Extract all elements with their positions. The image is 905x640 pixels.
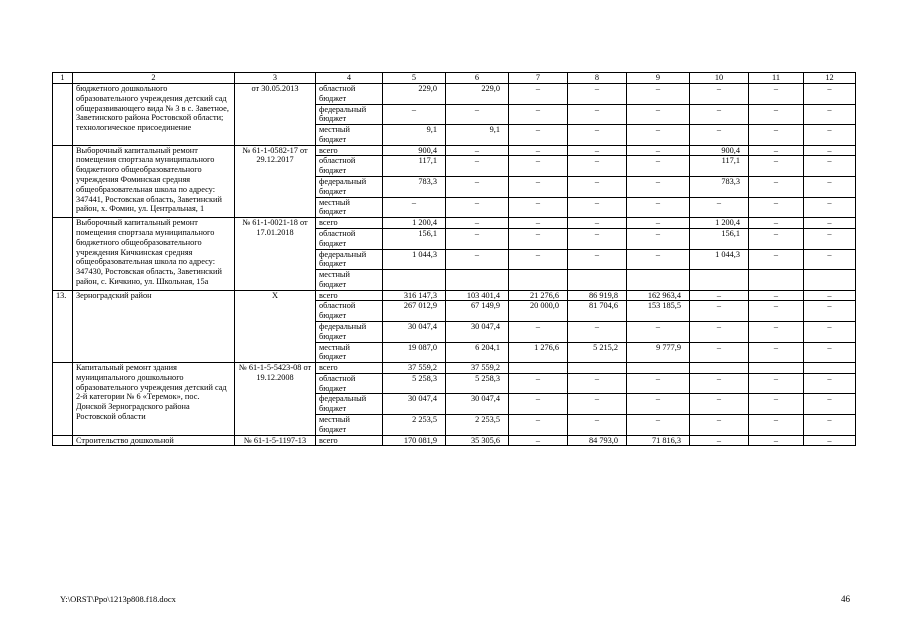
value-cell: –: [749, 373, 804, 394]
value-cell: [804, 363, 856, 374]
value-cell: –: [568, 373, 627, 394]
value-cell: –: [509, 321, 568, 342]
object-name: Выборочный капитальный ремонт помещения спортзала муниципального бюджетного общеобразовательного учреждения Фоминская средняя общеобразовательная школа по адресу: 347441, Ростовская область, Заветинский район, х. Фомин, ул. Центральная, 1: [73, 145, 235, 217]
value-cell: –: [568, 197, 627, 218]
value-cell: 21 276,6: [509, 290, 568, 301]
value-cell: 229,0: [383, 84, 446, 105]
value-cell: –: [568, 84, 627, 105]
value-cell: [383, 270, 446, 291]
value-cell: –: [749, 177, 804, 198]
value-cell: –: [690, 373, 749, 394]
column-number-10: 10: [690, 73, 749, 84]
value-cell: 84 793,0: [568, 435, 627, 446]
funding-source: федеральный бюджет: [316, 249, 383, 270]
value-cell: 267 012,9: [383, 301, 446, 322]
value-cell: –: [509, 84, 568, 105]
value-cell: 67 149,9: [446, 301, 509, 322]
page-number: 46: [841, 594, 850, 604]
value-cell: [690, 363, 749, 374]
value-cell: –: [749, 156, 804, 177]
funding-source: местный бюджет: [316, 342, 383, 363]
value-cell: –: [509, 394, 568, 415]
value-cell: 30 047,4: [446, 394, 509, 415]
value-cell: –: [446, 197, 509, 218]
value-cell: [627, 270, 690, 291]
document-ref: № 61-1-0582-17 от 29.12.2017: [235, 145, 316, 217]
value-cell: –: [804, 197, 856, 218]
value-cell: 37 559,2: [446, 363, 509, 374]
funding-source: областной бюджет: [316, 84, 383, 105]
value-cell: –: [568, 218, 627, 229]
value-cell: 153 185,5: [627, 301, 690, 322]
row-number: [53, 145, 73, 217]
value-cell: –: [690, 321, 749, 342]
file-path: Y:\ORST\Ppo\1213p808.f18.docx: [60, 594, 176, 604]
funding-source: федеральный бюджет: [316, 177, 383, 198]
value-cell: 9,1: [446, 125, 509, 146]
value-cell: –: [509, 249, 568, 270]
row-number: [53, 363, 73, 435]
object-name: Выборочный капитальный ремонт помещения спортзала муниципального бюджетного общеобразовательного учреждения Кичкинская средняя общеобразовательная школа по адресу: 347430, Ростовская область, Заветинский район, с. Кичкино, ул. Школьная, 15а: [73, 218, 235, 290]
value-cell: 81 704,6: [568, 301, 627, 322]
value-cell: –: [690, 84, 749, 105]
funding-source: всего: [316, 218, 383, 229]
value-cell: –: [690, 415, 749, 436]
value-cell: –: [509, 197, 568, 218]
value-cell: 5 258,3: [446, 373, 509, 394]
funding-source: местный бюджет: [316, 125, 383, 146]
value-cell: –: [690, 197, 749, 218]
value-cell: –: [568, 145, 627, 156]
value-cell: –: [804, 373, 856, 394]
column-number-12: 12: [804, 73, 856, 84]
value-cell: 156,1: [383, 228, 446, 249]
table-row: [53, 435, 856, 446]
value-cell: 103 401,4: [446, 290, 509, 301]
funding-source: областной бюджет: [316, 373, 383, 394]
value-cell: –: [446, 177, 509, 198]
value-cell: 2 253,5: [383, 415, 446, 436]
value-cell: –: [383, 104, 446, 125]
value-cell: 1 276,6: [509, 342, 568, 363]
value-cell: 117,1: [383, 156, 446, 177]
value-cell: 5 215,2: [568, 342, 627, 363]
value-cell: –: [568, 394, 627, 415]
object-name: бюджетного дошкольного образовательного учреждения детский сад общеразвивающего вида № 3 в с. Заветное, Заветинского района Ростовской области; технологическое присоединение: [73, 84, 235, 146]
value-cell: –: [804, 104, 856, 125]
value-cell: –: [804, 84, 856, 105]
object-name: Зерноградский район: [73, 290, 235, 362]
value-cell: 1 044,3: [383, 249, 446, 270]
funding-source: областной бюджет: [316, 228, 383, 249]
value-cell: –: [749, 145, 804, 156]
value-cell: –: [509, 125, 568, 146]
value-cell: –: [568, 228, 627, 249]
value-cell: 30 047,4: [446, 321, 509, 342]
value-cell: –: [804, 156, 856, 177]
funding-source: областной бюджет: [316, 156, 383, 177]
value-cell: [446, 270, 509, 291]
value-cell: [509, 363, 568, 374]
value-cell: 783,3: [690, 177, 749, 198]
value-cell: –: [446, 145, 509, 156]
value-cell: –: [690, 394, 749, 415]
value-cell: 1 044,3: [690, 249, 749, 270]
column-number-row: [53, 73, 856, 84]
column-number-9: 9: [627, 73, 690, 84]
value-cell: 117,1: [690, 156, 749, 177]
funding-source: местный бюджет: [316, 197, 383, 218]
value-cell: –: [804, 290, 856, 301]
value-cell: –: [627, 84, 690, 105]
value-cell: [804, 270, 856, 291]
row-number: [53, 84, 73, 146]
table-row: [53, 218, 856, 229]
value-cell: –: [749, 249, 804, 270]
value-cell: –: [804, 228, 856, 249]
object-name: Строительство дошкольной: [73, 435, 235, 446]
value-cell: –: [627, 228, 690, 249]
value-cell: –: [804, 435, 856, 446]
column-number-6: 6: [446, 73, 509, 84]
value-cell: –: [509, 435, 568, 446]
value-cell: 20 000,0: [509, 301, 568, 322]
value-cell: 30 047,4: [383, 394, 446, 415]
value-cell: –: [690, 342, 749, 363]
value-cell: –: [627, 125, 690, 146]
value-cell: –: [804, 342, 856, 363]
column-number-8: 8: [568, 73, 627, 84]
table-row: [53, 290, 856, 301]
value-cell: –: [627, 218, 690, 229]
value-cell: 71 816,3: [627, 435, 690, 446]
value-cell: –: [749, 394, 804, 415]
value-cell: –: [568, 177, 627, 198]
value-cell: [749, 363, 804, 374]
value-cell: –: [749, 228, 804, 249]
value-cell: 162 963,4: [627, 290, 690, 301]
value-cell: –: [804, 415, 856, 436]
value-cell: [568, 270, 627, 291]
value-cell: –: [804, 177, 856, 198]
value-cell: 1 200,4: [383, 218, 446, 229]
funding-source: федеральный бюджет: [316, 104, 383, 125]
funding-source: всего: [316, 435, 383, 446]
value-cell: –: [568, 321, 627, 342]
value-cell: –: [749, 197, 804, 218]
value-cell: 170 081,9: [383, 435, 446, 446]
value-cell: –: [627, 177, 690, 198]
column-number-2: 2: [73, 73, 235, 84]
value-cell: –: [446, 228, 509, 249]
document-ref: № 61-1-5-1197-13: [235, 435, 316, 446]
value-cell: –: [509, 218, 568, 229]
value-cell: –: [509, 177, 568, 198]
value-cell: [627, 363, 690, 374]
value-cell: –: [383, 197, 446, 218]
value-cell: [568, 363, 627, 374]
value-cell: –: [690, 290, 749, 301]
value-cell: –: [627, 394, 690, 415]
value-cell: –: [690, 125, 749, 146]
table-row: [53, 363, 856, 374]
value-cell: –: [446, 218, 509, 229]
value-cell: –: [804, 145, 856, 156]
value-cell: –: [749, 104, 804, 125]
value-cell: –: [509, 145, 568, 156]
funding-source: федеральный бюджет: [316, 321, 383, 342]
column-number-11: 11: [749, 73, 804, 84]
value-cell: 37 559,2: [383, 363, 446, 374]
value-cell: 783,3: [383, 177, 446, 198]
value-cell: –: [627, 415, 690, 436]
funding-source: федеральный бюджет: [316, 394, 383, 415]
value-cell: –: [749, 342, 804, 363]
value-cell: –: [509, 156, 568, 177]
document-ref: № 61-1-5-5423-08 от 19.12.2008: [235, 363, 316, 435]
object-name: Капитальный ремонт здания муниципального дошкольного образовательного учреждения детский сад 2-й категории № 6 «Теремок», пос. Донской Зерноградского района Ростовской области: [73, 363, 235, 435]
value-cell: 9,1: [383, 125, 446, 146]
value-cell: 156,1: [690, 228, 749, 249]
value-cell: –: [509, 415, 568, 436]
value-cell: 316 147,3: [383, 290, 446, 301]
value-cell: 900,4: [383, 145, 446, 156]
funding-source: областной бюджет: [316, 301, 383, 322]
funding-source: всего: [316, 290, 383, 301]
row-number: [53, 218, 73, 290]
column-number-5: 5: [383, 73, 446, 84]
column-number-3: 3: [235, 73, 316, 84]
value-cell: –: [749, 84, 804, 105]
column-number-7: 7: [509, 73, 568, 84]
value-cell: 19 087,0: [383, 342, 446, 363]
value-cell: –: [568, 249, 627, 270]
value-cell: –: [749, 218, 804, 229]
value-cell: 1 200,4: [690, 218, 749, 229]
value-cell: –: [627, 104, 690, 125]
value-cell: –: [690, 435, 749, 446]
funding-source: местный бюджет: [316, 270, 383, 291]
value-cell: 900,4: [690, 145, 749, 156]
table-row: [53, 145, 856, 156]
value-cell: 5 258,3: [383, 373, 446, 394]
document-ref: № 61-1-0021-18 от 17.01.2018: [235, 218, 316, 290]
value-cell: –: [804, 125, 856, 146]
value-cell: –: [627, 321, 690, 342]
funding-source: всего: [316, 145, 383, 156]
value-cell: –: [804, 394, 856, 415]
value-cell: –: [690, 104, 749, 125]
value-cell: –: [568, 156, 627, 177]
funding-source: всего: [316, 363, 383, 374]
value-cell: [749, 270, 804, 291]
value-cell: –: [627, 249, 690, 270]
value-cell: [509, 270, 568, 291]
value-cell: –: [804, 301, 856, 322]
value-cell: –: [568, 415, 627, 436]
value-cell: –: [749, 301, 804, 322]
value-cell: –: [568, 125, 627, 146]
value-cell: –: [804, 321, 856, 342]
value-cell: –: [804, 249, 856, 270]
column-number-4: 4: [316, 73, 383, 84]
budget-table: [52, 72, 856, 446]
row-number: 13.: [53, 290, 73, 362]
column-number-1: 1: [53, 73, 73, 84]
value-cell: 2 253,5: [446, 415, 509, 436]
value-cell: –: [749, 125, 804, 146]
value-cell: 6 204,1: [446, 342, 509, 363]
value-cell: –: [804, 218, 856, 229]
value-cell: –: [627, 145, 690, 156]
value-cell: –: [749, 415, 804, 436]
row-number: [53, 435, 73, 446]
value-cell: –: [509, 228, 568, 249]
value-cell: [690, 270, 749, 291]
value-cell: –: [749, 435, 804, 446]
value-cell: –: [446, 156, 509, 177]
value-cell: 86 919,8: [568, 290, 627, 301]
value-cell: –: [627, 197, 690, 218]
value-cell: –: [627, 156, 690, 177]
value-cell: –: [749, 290, 804, 301]
value-cell: 35 305,6: [446, 435, 509, 446]
document-ref: Х: [235, 290, 316, 362]
value-cell: –: [568, 104, 627, 125]
document-ref: от 30.05.2013: [235, 84, 316, 146]
value-cell: 229,0: [446, 84, 509, 105]
funding-source: местный бюджет: [316, 415, 383, 436]
value-cell: –: [446, 249, 509, 270]
table-row: [53, 84, 856, 105]
value-cell: –: [690, 301, 749, 322]
value-cell: –: [509, 104, 568, 125]
value-cell: 30 047,4: [383, 321, 446, 342]
value-cell: –: [509, 373, 568, 394]
value-cell: –: [446, 104, 509, 125]
value-cell: –: [627, 373, 690, 394]
value-cell: –: [749, 321, 804, 342]
value-cell: 9 777,9: [627, 342, 690, 363]
